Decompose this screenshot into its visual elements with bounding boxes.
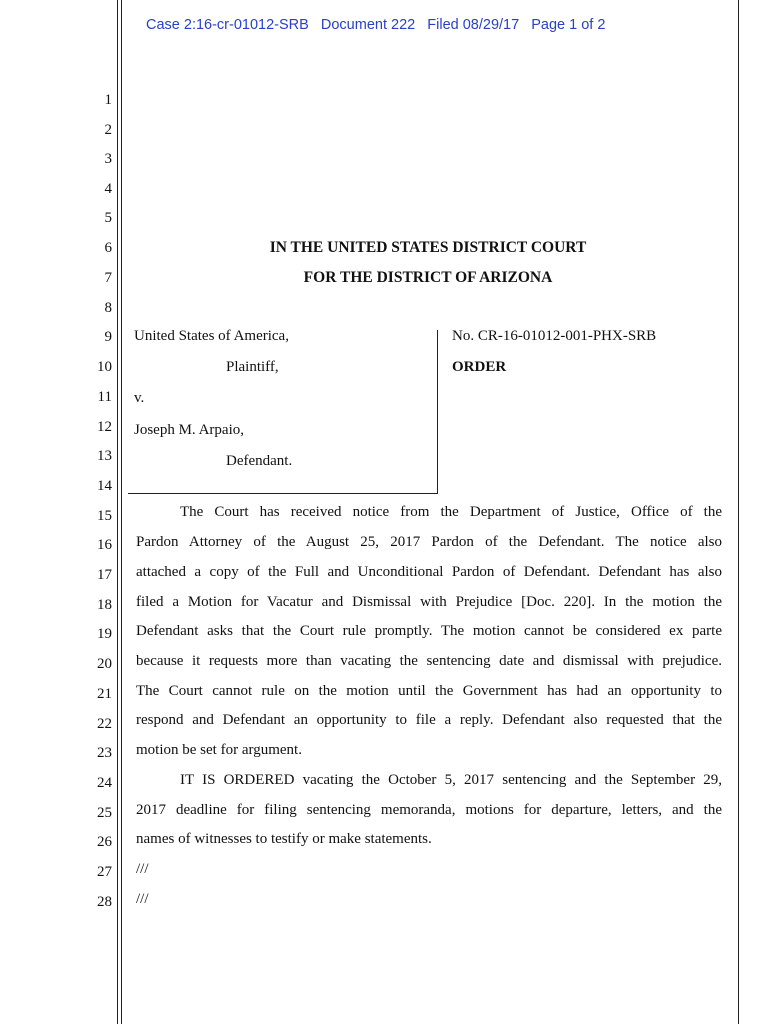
line-number: 6 [104,240,112,256]
line-number: 9 [104,329,112,345]
line-number: 16 [97,537,112,553]
left-margin-rule-inner [121,0,122,1024]
line-number: 7 [104,270,112,286]
left-margin-rule-outer [117,0,118,1024]
defendant-role: Defendant. [226,453,293,469]
body-line: The Court has received notice from the Department of Justice, Office of the [180,504,722,520]
caption-divider-vertical [437,330,438,494]
line-number: 22 [97,716,112,732]
line-number: 28 [97,894,112,910]
plaintiff-role: Plaintiff, [226,359,279,375]
court-district: FOR THE DISTRICT OF ARIZONA [303,269,553,286]
line-number: 2 [104,122,112,138]
versus: v. [134,390,145,406]
court-title: IN THE UNITED STATES DISTRICT COURT [269,239,587,256]
line-number: 25 [97,805,112,821]
plaintiff-name: United States of America, [134,328,289,344]
order-line: IT IS ORDERED vacating the October 5, 2017 sentencing and the September 29, [180,772,722,788]
line-number: 14 [97,478,112,494]
body-line: Pardon Attorney of the August 25, 2017 Pardon of the Defendant. The notice also [136,534,722,550]
line-number: 4 [104,181,112,197]
line-number: 26 [97,834,112,850]
body-line: filed a Motion for Vacatur and Dismissal with Prejudice [Doc. 220]. In the motion the [136,594,722,610]
line-number: 1 [104,92,112,108]
body-line: attached a copy of the Full and Unconditional Pardon of Defendant. Defendant has also [136,564,722,580]
order-line: names of witnesses to testify or make statements. [136,831,432,847]
line-number: 12 [97,419,112,435]
body-line: The Court cannot rule on the motion until the Government has had an opportunity to [136,683,722,699]
line-number: 27 [97,864,112,880]
line-number: 17 [97,567,112,583]
right-margin-rule [738,0,739,1024]
caption-divider-horizontal [128,493,438,494]
continuation-mark: /// [136,891,149,907]
line-number: 24 [97,775,112,791]
defendant-name: Joseph M. Arpaio, [134,422,244,438]
continuation-mark: /// [136,861,149,877]
line-number: 21 [97,686,112,702]
case-header: Case 2:16-cr-01012-SRB Document 222 Filed 08/29/17 Page 1 of 2 [146,17,606,33]
line-number: 8 [104,300,112,316]
body-line: motion be set for argument. [136,742,302,758]
document-type: ORDER [452,359,507,375]
line-number: 5 [104,210,112,226]
line-number: 20 [97,656,112,672]
line-number: 23 [97,745,112,761]
line-number: 3 [104,151,112,167]
line-number: 19 [97,626,112,642]
line-number: 13 [97,448,112,464]
line-number: 18 [97,597,112,613]
order-line: 2017 deadline for filing sentencing memoranda, motions for departure, letters, and the [136,802,722,818]
line-number: 10 [97,359,112,375]
line-number: 15 [97,508,112,524]
case-number: No. CR-16-01012-001-PHX-SRB [452,328,657,344]
body-line: because it requests more than vacating the sentencing date and dismissal with prejudice. [136,653,722,669]
body-line: respond and Defendant an opportunity to file a reply. Defendant also requested that the [136,712,722,728]
line-number: 11 [97,389,112,405]
body-line: Defendant asks that the Court rule promptly. The motion cannot be considered ex parte [136,623,722,639]
